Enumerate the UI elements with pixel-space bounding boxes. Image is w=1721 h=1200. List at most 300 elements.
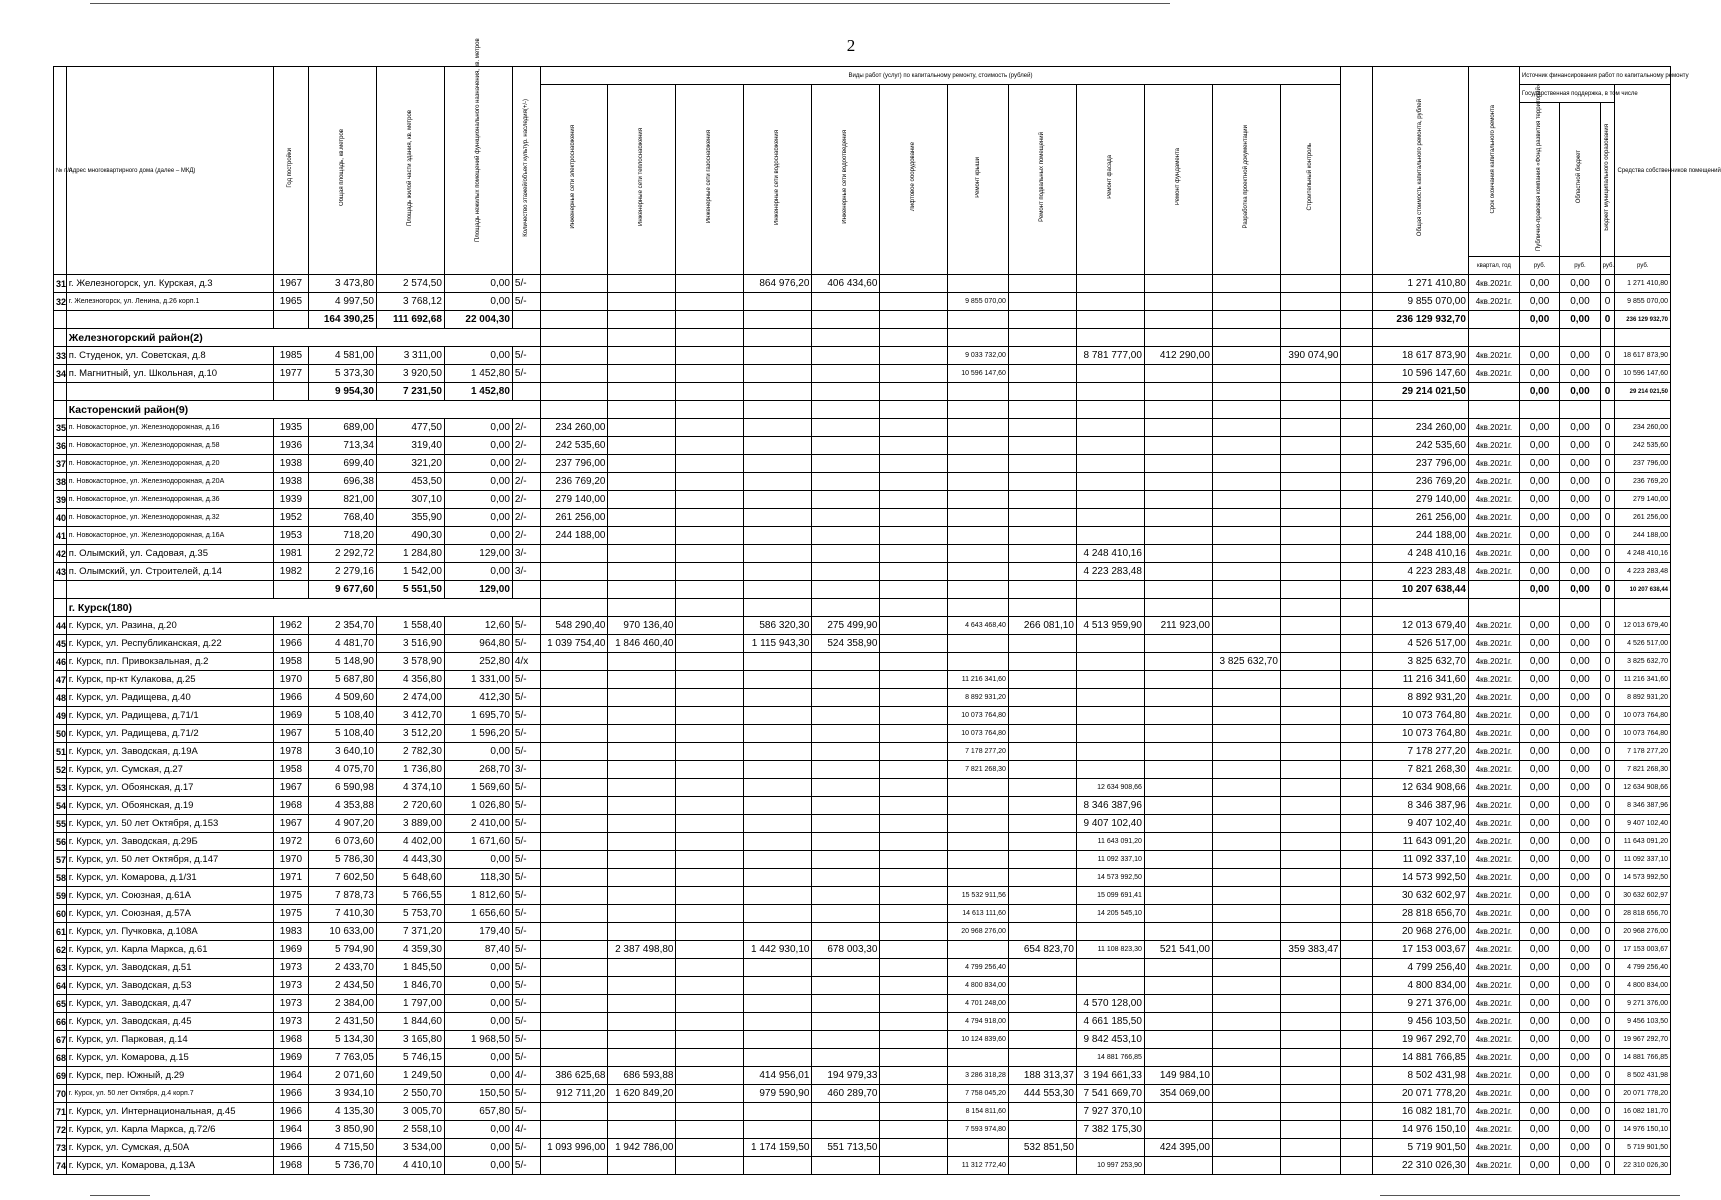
work-cost-cell: 864 976,20: [744, 275, 812, 293]
work-cost-cell: 7 382 175,30: [1076, 1121, 1144, 1139]
deadline-cell: 4кв.2021г.: [1468, 563, 1519, 581]
work-cost-cell: [880, 1049, 948, 1067]
work-cost-cell: [1280, 851, 1341, 869]
fund-cell: 0,00: [1519, 941, 1559, 959]
fund-cell: 0,00: [1519, 1085, 1559, 1103]
row-number: 34: [54, 365, 67, 383]
living-area-cell: 453,50: [376, 473, 444, 491]
work-cost-cell: [1076, 527, 1144, 545]
year-cell: 1967: [273, 779, 308, 797]
work-cost-cell: [1008, 995, 1076, 1013]
work-cost-cell: [880, 563, 948, 581]
year-cell: 1952: [273, 509, 308, 527]
work-cost-cell: [1280, 761, 1341, 779]
work-cost-cell: [1212, 563, 1280, 581]
work-cost-cell: [744, 491, 812, 509]
work-cost-cell: [540, 1121, 608, 1139]
address-cell: п. Новокасторное, ул. Железнодорожная, д.20А: [66, 473, 273, 491]
work-cost-cell: [608, 797, 676, 815]
municipal-cell: 0: [1600, 743, 1615, 761]
table-row: [54, 905, 1671, 923]
work-cost-cell: [812, 311, 880, 329]
work-cost-cell: 424 395,00: [1144, 1139, 1212, 1157]
work-cost-cell: [608, 1031, 676, 1049]
fund-cell: 0,00: [1519, 887, 1559, 905]
work-cost-cell: [608, 545, 676, 563]
municipal-cell: 0: [1600, 707, 1615, 725]
work-cost-cell: 11 092 337,10: [1076, 851, 1144, 869]
gap-cell: [1341, 1139, 1373, 1157]
floors-cell: 3/-: [512, 545, 540, 563]
col-design-header: Разработка проектной документации: [1212, 85, 1280, 275]
regional-cell: 0,00: [1560, 1121, 1600, 1139]
work-cost-cell: [540, 923, 608, 941]
work-cost-cell: [948, 815, 1009, 833]
year-cell: 1983: [273, 923, 308, 941]
regional-cell: 0,00: [1560, 797, 1600, 815]
municipal-cell: 0: [1600, 437, 1615, 455]
work-cost-cell: [1280, 653, 1341, 671]
work-cost-cell: [1144, 779, 1212, 797]
year-cell: 1977: [273, 365, 308, 383]
fund-cell: 0,00: [1519, 635, 1559, 653]
work-cost-cell: [744, 419, 812, 437]
fund-cell: 0,00: [1519, 743, 1559, 761]
fund-cell: 0,00: [1519, 797, 1559, 815]
total-cost-cell: 8 892 931,20: [1373, 689, 1469, 707]
work-cost-cell: [608, 743, 676, 761]
regional-cell: 0,00: [1560, 887, 1600, 905]
gap-cell: [1341, 527, 1373, 545]
work-cost-cell: [948, 527, 1009, 545]
district-row: [54, 401, 1671, 419]
work-cost-cell: [880, 743, 948, 761]
row-number: 42: [54, 545, 67, 563]
table-row: [54, 779, 1671, 797]
living-area-cell: 3 578,90: [376, 653, 444, 671]
work-cost-cell: [1008, 365, 1076, 383]
work-cost-cell: 11 108 823,30: [1076, 941, 1144, 959]
work-cost-cell: 521 541,00: [1144, 941, 1212, 959]
total-area-cell: 2 431,50: [308, 1013, 376, 1031]
nonres-area-cell: 0,00: [444, 455, 512, 473]
work-cost-cell: [676, 617, 744, 635]
table-row: [54, 491, 1671, 509]
gap-cell: [1341, 635, 1373, 653]
owners-cell: 261 256,00: [1615, 509, 1671, 527]
col-owners-header: Средства собственников помещений: [1615, 85, 1671, 257]
work-cost-cell: [676, 563, 744, 581]
table-row: [54, 671, 1671, 689]
work-cost-cell: [1212, 1013, 1280, 1031]
total-cost-cell: 7 178 277,20: [1373, 743, 1469, 761]
work-cost-cell: [1144, 959, 1212, 977]
work-cost-cell: [744, 311, 812, 329]
year-cell: 1968: [273, 797, 308, 815]
work-cost-cell: [812, 545, 880, 563]
address-cell: п. Олымский, ул. Строителей, д.14: [66, 563, 273, 581]
floors-cell: 2/-: [512, 455, 540, 473]
municipal-cell: 0: [1600, 311, 1615, 329]
subtotal-row: [54, 311, 1671, 329]
fund-cell: 0,00: [1519, 509, 1559, 527]
gap-cell: [1341, 995, 1373, 1013]
col-regional-header: Областной бюджет: [1560, 103, 1600, 257]
work-cost-cell: [1076, 509, 1144, 527]
address-cell: г. Курск, ул. 50 лет Октября, д.153: [66, 815, 273, 833]
work-cost-cell: [1280, 455, 1341, 473]
work-cost-cell: [608, 779, 676, 797]
work-cost-cell: [744, 437, 812, 455]
work-cost-cell: [948, 473, 1009, 491]
work-cost-cell: [608, 509, 676, 527]
municipal-cell: 0: [1600, 869, 1615, 887]
deadline-cell: 4кв.2021г.: [1468, 689, 1519, 707]
work-cost-cell: [676, 1013, 744, 1031]
work-cost-cell: [1212, 671, 1280, 689]
row-number: 33: [54, 347, 67, 365]
total-cost-cell: 19 967 292,70: [1373, 1031, 1469, 1049]
fund-cell: 0,00: [1519, 869, 1559, 887]
owners-cell: 16 082 181,70: [1615, 1103, 1671, 1121]
fund-cell: 0,00: [1519, 275, 1559, 293]
work-cost-cell: 11 312 772,40: [948, 1157, 1009, 1175]
nonres-area-cell: 0,00: [444, 851, 512, 869]
col-total-area-header: Общая площадь, кв.метров: [308, 67, 376, 275]
total-area-cell: 7 763,05: [308, 1049, 376, 1067]
owners-cell: 7 178 277,20: [1615, 743, 1671, 761]
work-cost-cell: [880, 581, 948, 599]
col-owners-unit: руб.: [1615, 257, 1671, 275]
living-area-cell: 1 845,50: [376, 959, 444, 977]
work-cost-cell: [1212, 995, 1280, 1013]
owners-cell: 9 271 376,00: [1615, 995, 1671, 1013]
total-cost-cell: 4 223 283,48: [1373, 563, 1469, 581]
total-cost-cell: 30 632 602,97: [1373, 887, 1469, 905]
living-area-cell: 3 412,70: [376, 707, 444, 725]
deadline-cell: 4кв.2021г.: [1468, 941, 1519, 959]
total-area-cell: 5 687,80: [308, 671, 376, 689]
year-cell: 1953: [273, 527, 308, 545]
table-row: [54, 941, 1671, 959]
deadline-cell: 4кв.2021г.: [1468, 851, 1519, 869]
work-cost-cell: [1280, 725, 1341, 743]
owners-cell: 11 092 337,10: [1615, 851, 1671, 869]
work-cost-cell: [880, 383, 948, 401]
table-row: [54, 869, 1671, 887]
deadline-cell: 4кв.2021г.: [1468, 455, 1519, 473]
gap-cell: [1341, 275, 1373, 293]
gap-cell: [1341, 509, 1373, 527]
municipal-cell: 0: [1600, 797, 1615, 815]
year-cell: 1968: [273, 1031, 308, 1049]
gap-cell: [1341, 761, 1373, 779]
nonres-area-cell: 1 331,00: [444, 671, 512, 689]
fund-cell: 0,00: [1519, 545, 1559, 563]
work-cost-cell: [1212, 455, 1280, 473]
work-cost-cell: 4 513 959,90: [1076, 617, 1144, 635]
address-cell: г. Курск, ул. Радищева, д.71/1: [66, 707, 273, 725]
gap-cell: [1341, 365, 1373, 383]
work-cost-cell: [1076, 725, 1144, 743]
total-area-cell: 689,00: [308, 419, 376, 437]
nonres-area-cell: 0,00: [444, 473, 512, 491]
deadline-cell: [1468, 581, 1519, 599]
year-cell: 1966: [273, 689, 308, 707]
work-cost-cell: [880, 779, 948, 797]
empty-cell: [1008, 329, 1076, 347]
address-cell: п. Новокасторное, ул. Железнодорожная, д.36: [66, 491, 273, 509]
work-cost-cell: [1144, 1121, 1212, 1139]
table-row: [54, 1157, 1671, 1175]
address-cell: г. Курск, ул. Интернациональная, д.45: [66, 1103, 273, 1121]
floors-cell: 5/-: [512, 851, 540, 869]
work-cost-cell: [1280, 1013, 1341, 1031]
work-cost-cell: [812, 419, 880, 437]
col-deadline-header: Срок окончания капитального ремонта: [1468, 67, 1519, 257]
work-cost-cell: [1212, 707, 1280, 725]
owners-cell: 9 456 103,50: [1615, 1013, 1671, 1031]
total-cost-cell: 11 092 337,10: [1373, 851, 1469, 869]
work-cost-cell: [608, 455, 676, 473]
empty-cell: [1280, 401, 1341, 419]
fund-cell: 0,00: [1519, 707, 1559, 725]
work-cost-cell: 10 596 147,60: [948, 365, 1009, 383]
work-cost-cell: [880, 1085, 948, 1103]
work-cost-cell: [1212, 761, 1280, 779]
row-number: 69: [54, 1067, 67, 1085]
row-number: 60: [54, 905, 67, 923]
work-cost-cell: [1280, 509, 1341, 527]
living-area-cell: 2 720,60: [376, 797, 444, 815]
total-area-cell: 10 633,00: [308, 923, 376, 941]
work-cost-cell: [948, 509, 1009, 527]
gap-cell: [1341, 833, 1373, 851]
address-cell: г. Курск, ул. Обоянская, д.19: [66, 797, 273, 815]
work-cost-cell: [1144, 491, 1212, 509]
work-cost-cell: 14 573 992,50: [1076, 869, 1144, 887]
fund-cell: 0,00: [1519, 923, 1559, 941]
deadline-cell: 4кв.2021г.: [1468, 1013, 1519, 1031]
work-cost-cell: [948, 635, 1009, 653]
work-cost-cell: [608, 473, 676, 491]
year-cell: 1966: [273, 1103, 308, 1121]
floors-cell: 5/-: [512, 707, 540, 725]
work-cost-cell: 9 855 070,00: [948, 293, 1009, 311]
living-area-cell: 319,40: [376, 437, 444, 455]
empty-cell: [608, 401, 676, 419]
fund-cell: 0,00: [1519, 1031, 1559, 1049]
work-cost-cell: [880, 653, 948, 671]
empty-cell: [880, 401, 948, 419]
total-area-cell: 2 071,60: [308, 1067, 376, 1085]
address-cell: п. Новокасторное, ул. Железнодорожная, д.32: [66, 509, 273, 527]
gap-cell: [1341, 923, 1373, 941]
work-cost-cell: 266 081,10: [1008, 617, 1076, 635]
work-cost-cell: 9 842 453,10: [1076, 1031, 1144, 1049]
work-cost-cell: [608, 995, 676, 1013]
work-cost-cell: [1144, 1031, 1212, 1049]
work-cost-cell: [812, 761, 880, 779]
owners-cell: 8 892 931,20: [1615, 689, 1671, 707]
work-cost-cell: 275 499,90: [812, 617, 880, 635]
nonres-area-cell: 1 452,80: [444, 383, 512, 401]
work-cost-cell: [1008, 923, 1076, 941]
work-cost-cell: [1280, 383, 1341, 401]
floors-cell: 5/-: [512, 1103, 540, 1121]
living-area-cell: 3 889,00: [376, 815, 444, 833]
work-cost-cell: [1212, 851, 1280, 869]
fund-cell: 0,00: [1519, 833, 1559, 851]
work-cost-cell: [1008, 347, 1076, 365]
floors-cell: 5/-: [512, 797, 540, 815]
work-cost-cell: [1280, 797, 1341, 815]
work-cost-cell: 7 541 669,70: [1076, 1085, 1144, 1103]
work-cost-cell: [1076, 923, 1144, 941]
owners-cell: 22 310 026,30: [1615, 1157, 1671, 1175]
living-area-cell: 3 165,80: [376, 1031, 444, 1049]
work-cost-cell: [812, 797, 880, 815]
total-cost-cell: 10 073 764,80: [1373, 707, 1469, 725]
work-cost-cell: [880, 347, 948, 365]
table-row: [54, 851, 1671, 869]
work-cost-cell: [880, 977, 948, 995]
fund-cell: 0,00: [1519, 905, 1559, 923]
owners-cell: 4 223 283,48: [1615, 563, 1671, 581]
table-row: [54, 707, 1671, 725]
living-area-cell: 1 542,00: [376, 563, 444, 581]
gap-cell: [1341, 311, 1373, 329]
work-cost-cell: 4 643 468,40: [948, 617, 1009, 635]
work-cost-cell: 386 625,68: [540, 1067, 608, 1085]
work-cost-cell: [1280, 437, 1341, 455]
deadline-cell: 4кв.2021г.: [1468, 1085, 1519, 1103]
total-cost-cell: 10 596 147,60: [1373, 365, 1469, 383]
capital-repair-table: [53, 38, 1721, 1175]
empty-cell: [1600, 401, 1615, 419]
work-cost-cell: [812, 383, 880, 401]
district-name: Касторенский район(9): [66, 401, 540, 419]
table-row: [54, 959, 1671, 977]
work-cost-cell: [676, 761, 744, 779]
work-cost-cell: [540, 293, 608, 311]
work-cost-cell: [608, 293, 676, 311]
work-cost-cell: 15 099 691,41: [1076, 887, 1144, 905]
work-cost-cell: 234 260,00: [540, 419, 608, 437]
work-cost-cell: [676, 473, 744, 491]
address-cell: г. Курск, ул. Парковая, д.14: [66, 1031, 273, 1049]
work-cost-cell: [676, 509, 744, 527]
col-foundation-header: Ремонт фундамента: [1144, 85, 1212, 275]
work-cost-cell: [880, 869, 948, 887]
empty-cell: [1076, 401, 1144, 419]
total-area-cell: 6 590,98: [308, 779, 376, 797]
work-cost-cell: [1212, 383, 1280, 401]
living-area-cell: 3 005,70: [376, 1103, 444, 1121]
work-cost-cell: 979 590,90: [744, 1085, 812, 1103]
work-cost-cell: [1076, 653, 1144, 671]
work-cost-cell: [744, 869, 812, 887]
work-cost-cell: [676, 959, 744, 977]
work-cost-cell: [540, 797, 608, 815]
work-cost-cell: [880, 473, 948, 491]
total-cost-cell: 279 140,00: [1373, 491, 1469, 509]
work-cost-cell: [744, 995, 812, 1013]
deadline-cell: 4кв.2021г.: [1468, 887, 1519, 905]
gap-cell: [1341, 437, 1373, 455]
municipal-cell: 0: [1600, 527, 1615, 545]
nonres-area-cell: 0,00: [444, 1121, 512, 1139]
deadline-cell: [1468, 311, 1519, 329]
work-cost-cell: [1076, 761, 1144, 779]
work-cost-cell: [1144, 455, 1212, 473]
work-cost-cell: [1144, 977, 1212, 995]
work-cost-cell: [1076, 473, 1144, 491]
owners-cell: 4 526 517,00: [1615, 635, 1671, 653]
work-cost-cell: [1144, 689, 1212, 707]
work-cost-cell: [1008, 815, 1076, 833]
work-cost-cell: [948, 545, 1009, 563]
work-cost-cell: [608, 959, 676, 977]
total-cost-cell: 9 855 070,00: [1373, 293, 1469, 311]
total-cost-cell: 261 256,00: [1373, 509, 1469, 527]
work-cost-cell: [1008, 653, 1076, 671]
row-number: 58: [54, 869, 67, 887]
work-cost-cell: 1 115 943,30: [744, 635, 812, 653]
regional-cell: 0,00: [1560, 905, 1600, 923]
living-area-cell: 1 797,00: [376, 995, 444, 1013]
floors-cell: 2/-: [512, 491, 540, 509]
table-row: [54, 761, 1671, 779]
work-cost-cell: [744, 473, 812, 491]
regional-cell: 0,00: [1560, 689, 1600, 707]
work-cost-cell: [676, 923, 744, 941]
work-cost-cell: [540, 653, 608, 671]
state-group-header: Государственная поддержка, в том числе: [1519, 85, 1615, 103]
municipal-cell: 0: [1600, 473, 1615, 491]
fund-cell: 0,00: [1519, 455, 1559, 473]
row-number: [54, 581, 67, 599]
municipal-cell: 0: [1600, 545, 1615, 563]
work-cost-cell: [1280, 473, 1341, 491]
work-cost-cell: [608, 887, 676, 905]
year-cell: 1973: [273, 1013, 308, 1031]
total-area-cell: 2 434,50: [308, 977, 376, 995]
regional-cell: 0,00: [1560, 311, 1600, 329]
municipal-cell: 0: [1600, 509, 1615, 527]
work-cost-cell: [880, 959, 948, 977]
empty-cell: [676, 329, 744, 347]
fund-cell: 0,00: [1519, 311, 1559, 329]
work-cost-cell: [608, 419, 676, 437]
regional-cell: 0,00: [1560, 383, 1600, 401]
address-cell: г. Курск, ул. Разина, д.20: [66, 617, 273, 635]
address-cell: [66, 383, 273, 401]
col-basement-header: Ремонт подвальных помещений: [1008, 85, 1076, 275]
work-cost-cell: [1008, 1121, 1076, 1139]
year-cell: 1973: [273, 959, 308, 977]
year-cell: 1938: [273, 473, 308, 491]
fund-cell: 0,00: [1519, 725, 1559, 743]
year-cell: 1973: [273, 995, 308, 1013]
living-area-cell: 5 753,70: [376, 905, 444, 923]
work-cost-cell: 11 643 091,20: [1076, 833, 1144, 851]
empty-cell: [1600, 329, 1615, 347]
gap-cell: [1341, 959, 1373, 977]
total-cost-cell: 244 188,00: [1373, 527, 1469, 545]
total-cost-cell: 14 881 766,85: [1373, 1049, 1469, 1067]
owners-cell: 14 573 992,50: [1615, 869, 1671, 887]
